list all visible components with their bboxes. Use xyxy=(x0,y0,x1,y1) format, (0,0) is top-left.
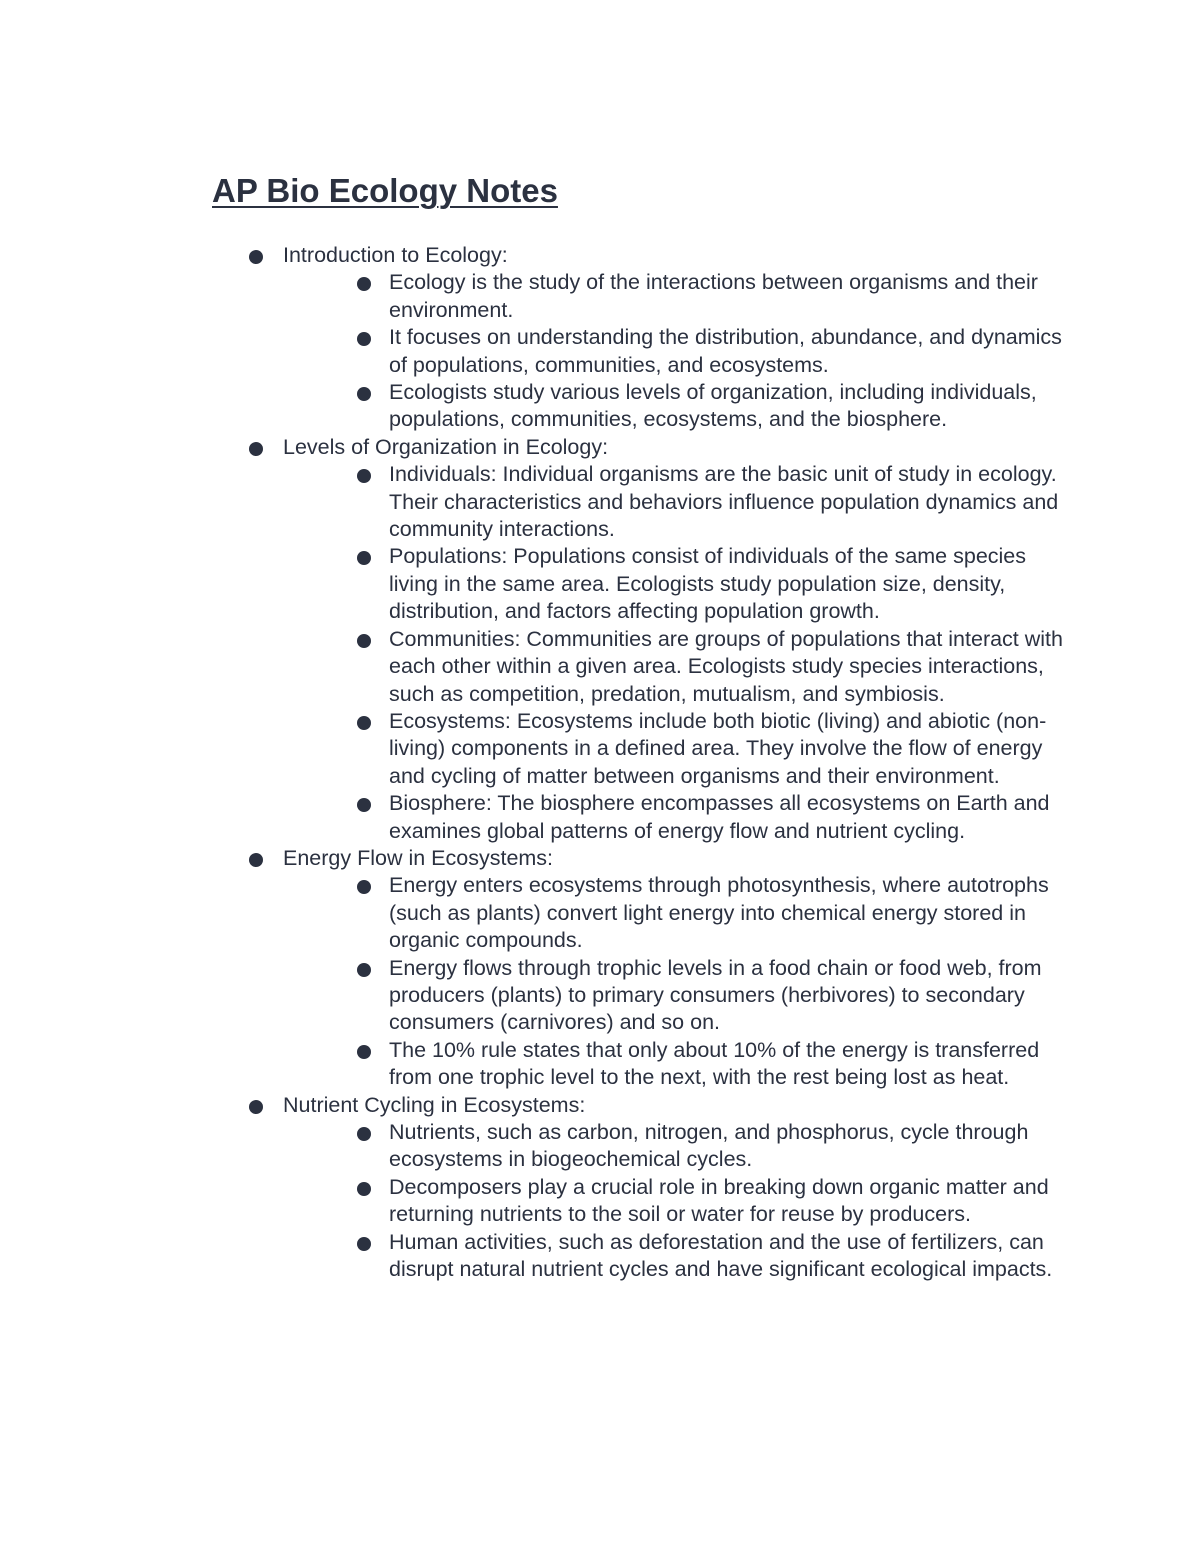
bullet-icon xyxy=(249,250,263,264)
bullet-icon xyxy=(249,853,263,867)
bullet-icon xyxy=(249,442,263,456)
section-item xyxy=(246,845,1066,1092)
list-item xyxy=(283,1174,1066,1229)
list-item-text: Ecology is the study of the interactions between organisms and their environment. xyxy=(389,270,1038,322)
section-item xyxy=(246,242,1066,434)
section-heading: Levels of Organization in Ecology: xyxy=(283,434,609,459)
list-item-text: It focuses on understanding the distribution, abundance, and dynamics of populations, communities, and ecosystems. xyxy=(389,325,1062,377)
section-heading: Energy Flow in Ecosystems: xyxy=(283,845,554,870)
bullet-icon xyxy=(357,880,371,894)
list-item-text: Communities: Communities are groups of populations that interact with each other within a given area. Ecologists study species interactions, such as competition, predation, mutualism, and symbiosis. xyxy=(389,626,1063,706)
list-item-text: Individuals: Individual organisms are the basic unit of study in ecology. Their characteristics and behaviors influence population dynamics and community interactions. xyxy=(389,462,1059,542)
list-item xyxy=(283,461,1066,543)
list-item xyxy=(283,1119,1066,1174)
document-title: AP Bio Ecology Notes xyxy=(212,172,558,209)
list-item-text: Biosphere: The biosphere encompasses all ecosystems on Earth and examines global patterns of energy flow and nutrient cycling. xyxy=(389,791,1050,843)
bullet-icon xyxy=(357,469,371,483)
section-heading: Introduction to Ecology: xyxy=(283,243,508,267)
bullet-icon xyxy=(357,1045,371,1059)
sub-list xyxy=(283,269,1066,433)
list-item-text: Ecosystems: Ecosystems include both biotic (living) and abiotic (non-living) components in a defined area. They involve the flow of energy and cycling of matter between organisms and their environment. xyxy=(389,708,1047,788)
list-item xyxy=(283,708,1066,790)
list-item-text: Populations: Populations consist of individuals of the same species living in the same area. Ecologists study population size, density, distribution, and factors affecting population growth. xyxy=(389,544,1027,624)
bullet-icon xyxy=(357,963,371,977)
list-item xyxy=(283,379,1066,434)
list-item xyxy=(283,790,1066,845)
list-item-text: Human activities, such as deforestation and the use of fertilizers, can disrupt natural nutrient cycles and have significant ecological impacts. xyxy=(389,1229,1053,1282)
bullet-icon xyxy=(357,1182,371,1196)
list-item-text: Nutrients, such as carbon, nitrogen, and phosphorus, cycle through ecosystems in biogeochemical cycles. xyxy=(389,1120,1029,1172)
bullet-icon xyxy=(357,277,371,291)
bullet-icon xyxy=(357,634,371,648)
list-item xyxy=(283,269,1066,324)
bullet-icon xyxy=(357,387,371,401)
list-item xyxy=(283,872,1066,954)
list-item-text: Energy flows through trophic levels in a food chain or food web, from producers (plants) to primary consumers (herbivores) to secondary consumers (carnivores) and so on. xyxy=(389,955,1042,1035)
list-item xyxy=(283,955,1066,1037)
section-heading: Nutrient Cycling in Ecosystems: xyxy=(283,1092,586,1117)
list-item xyxy=(283,1229,1066,1284)
list-item-text: Ecologists study various levels of organization, including individuals, populations, communities, ecosystems, and the biosphere. xyxy=(389,380,1037,432)
bullet-icon xyxy=(357,1127,371,1141)
list-item-text: Decomposers play a crucial role in breaking down organic matter and returning nutrients to the soil or water for reuse by producers. xyxy=(389,1174,1049,1227)
list-item xyxy=(283,324,1066,379)
list-item xyxy=(283,1037,1066,1092)
list-item-text: The 10% rule states that only about 10% of the energy is transferred from one trophic level to the next, with the rest being lost as heat. xyxy=(389,1037,1040,1090)
bullet-icon xyxy=(249,1100,263,1114)
bullet-icon xyxy=(357,716,371,730)
bullet-icon xyxy=(357,332,371,346)
sub-list xyxy=(283,461,1066,845)
list-item-text: Energy enters ecosystems through photosynthesis, where autotrophs (such as plants) convert light energy into chemical energy stored in organic compounds. xyxy=(389,873,1049,953)
list-item xyxy=(283,626,1066,708)
section-item xyxy=(246,434,1066,845)
notes-outline xyxy=(246,242,1066,1283)
bullet-icon xyxy=(357,1237,371,1251)
bullet-icon xyxy=(357,798,371,812)
section-item xyxy=(246,1092,1066,1284)
sub-list xyxy=(283,1119,1066,1283)
sub-list xyxy=(283,872,1066,1091)
bullet-icon xyxy=(357,551,371,565)
list-item xyxy=(283,543,1066,625)
